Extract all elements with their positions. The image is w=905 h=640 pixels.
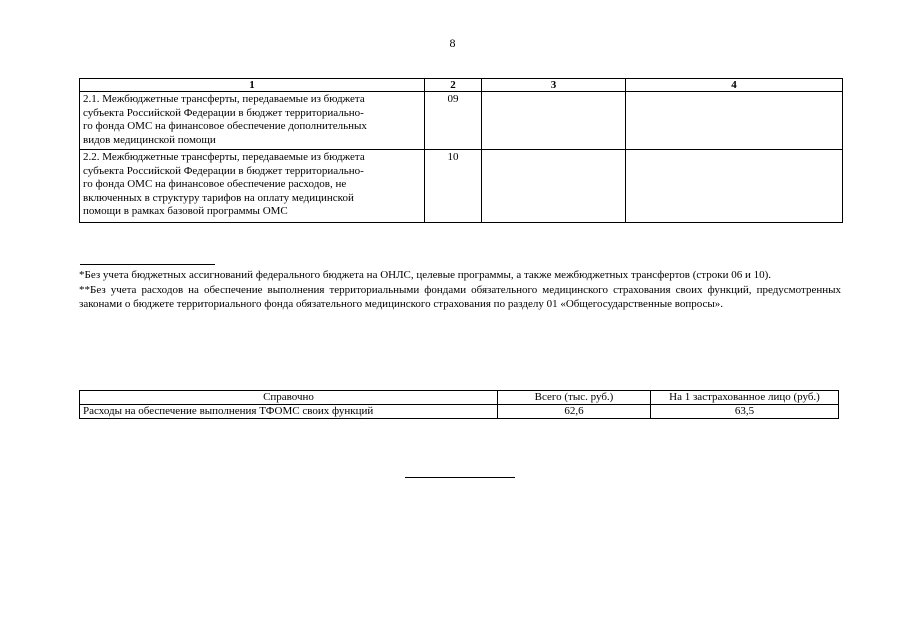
table-header-row bbox=[80, 79, 843, 92]
table-row bbox=[80, 405, 839, 419]
reference-row-total: 62,6 bbox=[498, 405, 651, 419]
footnote-1: *Без учета бюджетных ассигнований федерального бюджета на ОНЛС, целевые программы, а также межбюджетных трансфертов (строки 06 и 10). bbox=[79, 269, 772, 281]
footnote-2: **Без учета расходов на обеспечение выполнения территориальными фондами обязательного медицинского страхования своих функций, предусмотренных законами о бюджете территориального фонда обязательного медицинского страхования по разделу 01 «Общегосударственные вопросы». bbox=[79, 283, 841, 310]
column-header-3: 3 bbox=[482, 79, 626, 92]
description-line: помощи в рамках базовой программы ОМС bbox=[83, 205, 288, 217]
reference-table bbox=[79, 390, 839, 419]
row-col4-cell bbox=[626, 150, 843, 223]
description-line: включенных в структуру тарифов на оплату медицинской bbox=[83, 191, 354, 204]
reference-header-per-person: На 1 застрахованное лицо (руб.) bbox=[651, 391, 839, 405]
main-table bbox=[79, 78, 843, 223]
table-row bbox=[80, 150, 843, 223]
reference-row-label: Расходы на обеспечение выполнения ТФОМС своих функций bbox=[80, 405, 498, 419]
reference-row-per-person: 63,5 bbox=[651, 405, 839, 419]
column-header-2: 2 bbox=[425, 79, 482, 92]
description-line: 2.2. Межбюджетные трансферты, передаваемые из бюджета bbox=[83, 151, 365, 163]
row-col3-cell bbox=[482, 150, 626, 223]
column-header-4: 4 bbox=[626, 79, 843, 92]
row-code: 10 bbox=[425, 150, 482, 223]
reference-header-total: Всего (тыс. руб.) bbox=[498, 391, 651, 405]
table-row bbox=[80, 92, 843, 150]
reference-header-row bbox=[80, 391, 839, 405]
row-description bbox=[80, 150, 425, 223]
footnotes bbox=[79, 268, 841, 312]
description-line: видов медицинской помощи bbox=[83, 133, 216, 146]
row-col3-cell bbox=[482, 92, 626, 150]
description-line: 2.1. Межбюджетные трансферты, передаваемые из бюджета bbox=[83, 93, 365, 105]
page-number: 8 bbox=[449, 36, 456, 50]
reference-header-label: Справочно bbox=[80, 391, 498, 405]
row-description bbox=[80, 92, 425, 150]
description-line: субъекта Российской Федерации в бюджет территориально- bbox=[83, 106, 364, 119]
footnote-separator bbox=[80, 264, 215, 265]
description-line: го фонда ОМС на финансовое обеспечение расходов, не bbox=[83, 178, 347, 190]
row-code: 09 bbox=[425, 92, 482, 150]
description-line: субъекта Российской Федерации в бюджет территориально- bbox=[83, 164, 364, 177]
row-col4-cell bbox=[626, 92, 843, 150]
description-line: го фонда ОМС на финансовое обеспечение дополнительных bbox=[83, 120, 367, 132]
end-separator bbox=[405, 477, 515, 478]
column-header-1: 1 bbox=[80, 79, 425, 92]
